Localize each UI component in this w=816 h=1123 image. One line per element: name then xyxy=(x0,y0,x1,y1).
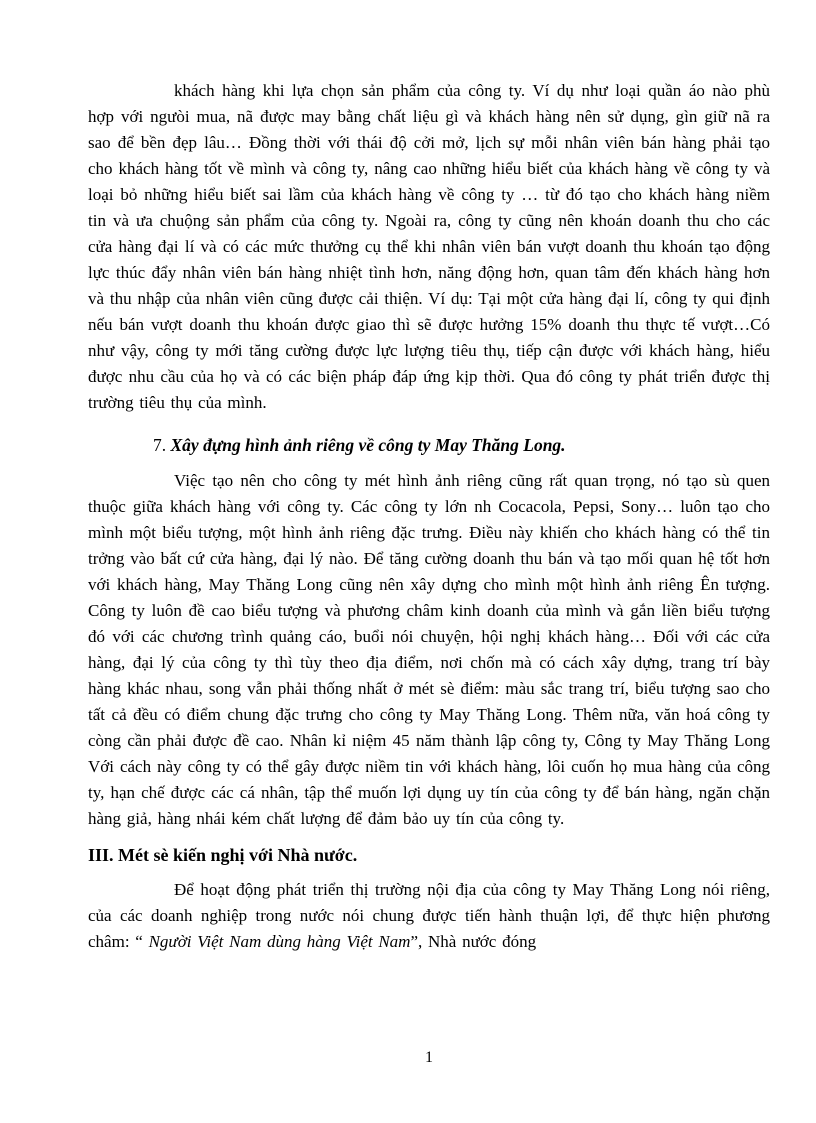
paragraph-recommendations xyxy=(88,877,770,955)
heading-7-number: 7. xyxy=(153,435,171,455)
paragraph-recommendations-text-after: ”, Nhà nước đóng xyxy=(410,932,537,951)
section-heading-7 xyxy=(153,432,770,458)
slogan-quote: Người Việt Nam dùng hàng Việt Nam xyxy=(148,932,411,951)
paragraph-recommendations-text-before: Để hoạt động phát triển thị trường nội địa của công ty May Thăng Long nói riêng, của các doanh nghiệp trong nước nói chung được tiến hành thuận lợi, để thực hiện phương châm: “ xyxy=(88,880,770,951)
paragraph-sales-policy: khách hàng khi lựa chọn sản phẩm của công ty. Ví dụ như loại quần áo nào phù hợp với ngưòi mua, nã được may bằng chất liệu gì và khách hàng nên sử dụng, gìn giữ nã ra sao để bền đẹp lâu… Đồng thời với thái độ cởi mở, lịch sự mỗi nhân viên bán hàng phải tạo cho khách hàng tốt về mình và công ty, nâng cao những hiểu biết của khách hàng về công ty và loại bỏ những hiểu biết sai lầm của khách hàng về công ty … từ đó tạo cho khách hàng niềm tin và ưa chuộng sản phẩm của công ty. Ngoài ra, công ty cũng nên khoán doanh thu cho các cửa hàng đại lí và có các mức thưởng cụ thể khi nhân viên bán vượt doanh thu khoán tạo động lực thúc đẩy nhân viên bán hàng nhiệt tình hơn, năng động hơn, quan tâm đến khách hàng hơn và thu nhập của nhân viên cũng được cải thiện. Ví dụ: Tại một cửa hàng đại lí, công ty qui định nếu bán vượt doanh thu khoán được giao thì sẽ được hưởng 15% doanh thu thực tế vượt…Có như vậy, công ty mới tăng cường được lực lượng tiêu thụ, tiếp cận được với khách hàng, hiểu được nhu cầu của họ và có các biện pháp đáp ứng kịp thời. Qua đó công ty phát triển được thị trường tiêu thụ của mình. xyxy=(88,81,770,412)
heading-7-title: Xây đựng hình ảnh riêng về công ty May Thăng Long. xyxy=(170,435,566,455)
paragraph-brand-image: Việc tạo nên cho công ty mét hình ảnh riêng cũng rất quan trọng, nó tạo sù quen thuộc giữa khách hàng với công ty. Các công ty lớn nh Cocacola, Pepsi, Sony… luôn tạo cho mình một biểu tượng, một hình ảnh riêng đặc trưng. Điều này khiến cho khách hàng có thể tin trởng vào bất cứ cửa hàng, đại lý nào. Để tăng cường doanh thu bán và tạo mối quan hệ tốt hơn với khách hàng, May Thăng Long cũng nên xây dựng cho mình một hình ảnh riêng Ên tượng. Công ty luôn đề cao biểu tượng và phương châm kinh doanh của mình và gắn liền biểu tượng đó với các chương trình quảng cáo, buổi nói chuyện, hội nghị khách hàng… Đối với các cửa hàng, đại lý của công ty thì tùy theo địa điểm, nơi chốn mà có cách xây dựng, trang trí bày hàng khác nhau, song vẫn phải thống nhất ở mét sè điểm: màu sắc trang trí, biểu tượng sao cho tất cả đều có điểm chung đặc trưng cho công ty May Thăng Long. Thêm nữa, văn hoá công ty còng cần phải được đề cao. Nhân kỉ niệm 45 năm thành lập công ty, Công ty May Thăng Long Với cách này công ty có thể gây được niềm tin với khách hàng, lôi cuốn họ mua hàng của công ty, hạn chế được các cá nhân, tập thể muốn lợi dụng uy tín của công ty để bán hàng, ngăn chặn hàng giả, hàng nhái kém chất lượng để đảm bảo uy tín của công ty. xyxy=(88,471,770,828)
section-heading-iii: III. Mét sè kiến nghị với Nhà nước. xyxy=(88,845,358,865)
page-number: 1 xyxy=(425,1049,433,1066)
